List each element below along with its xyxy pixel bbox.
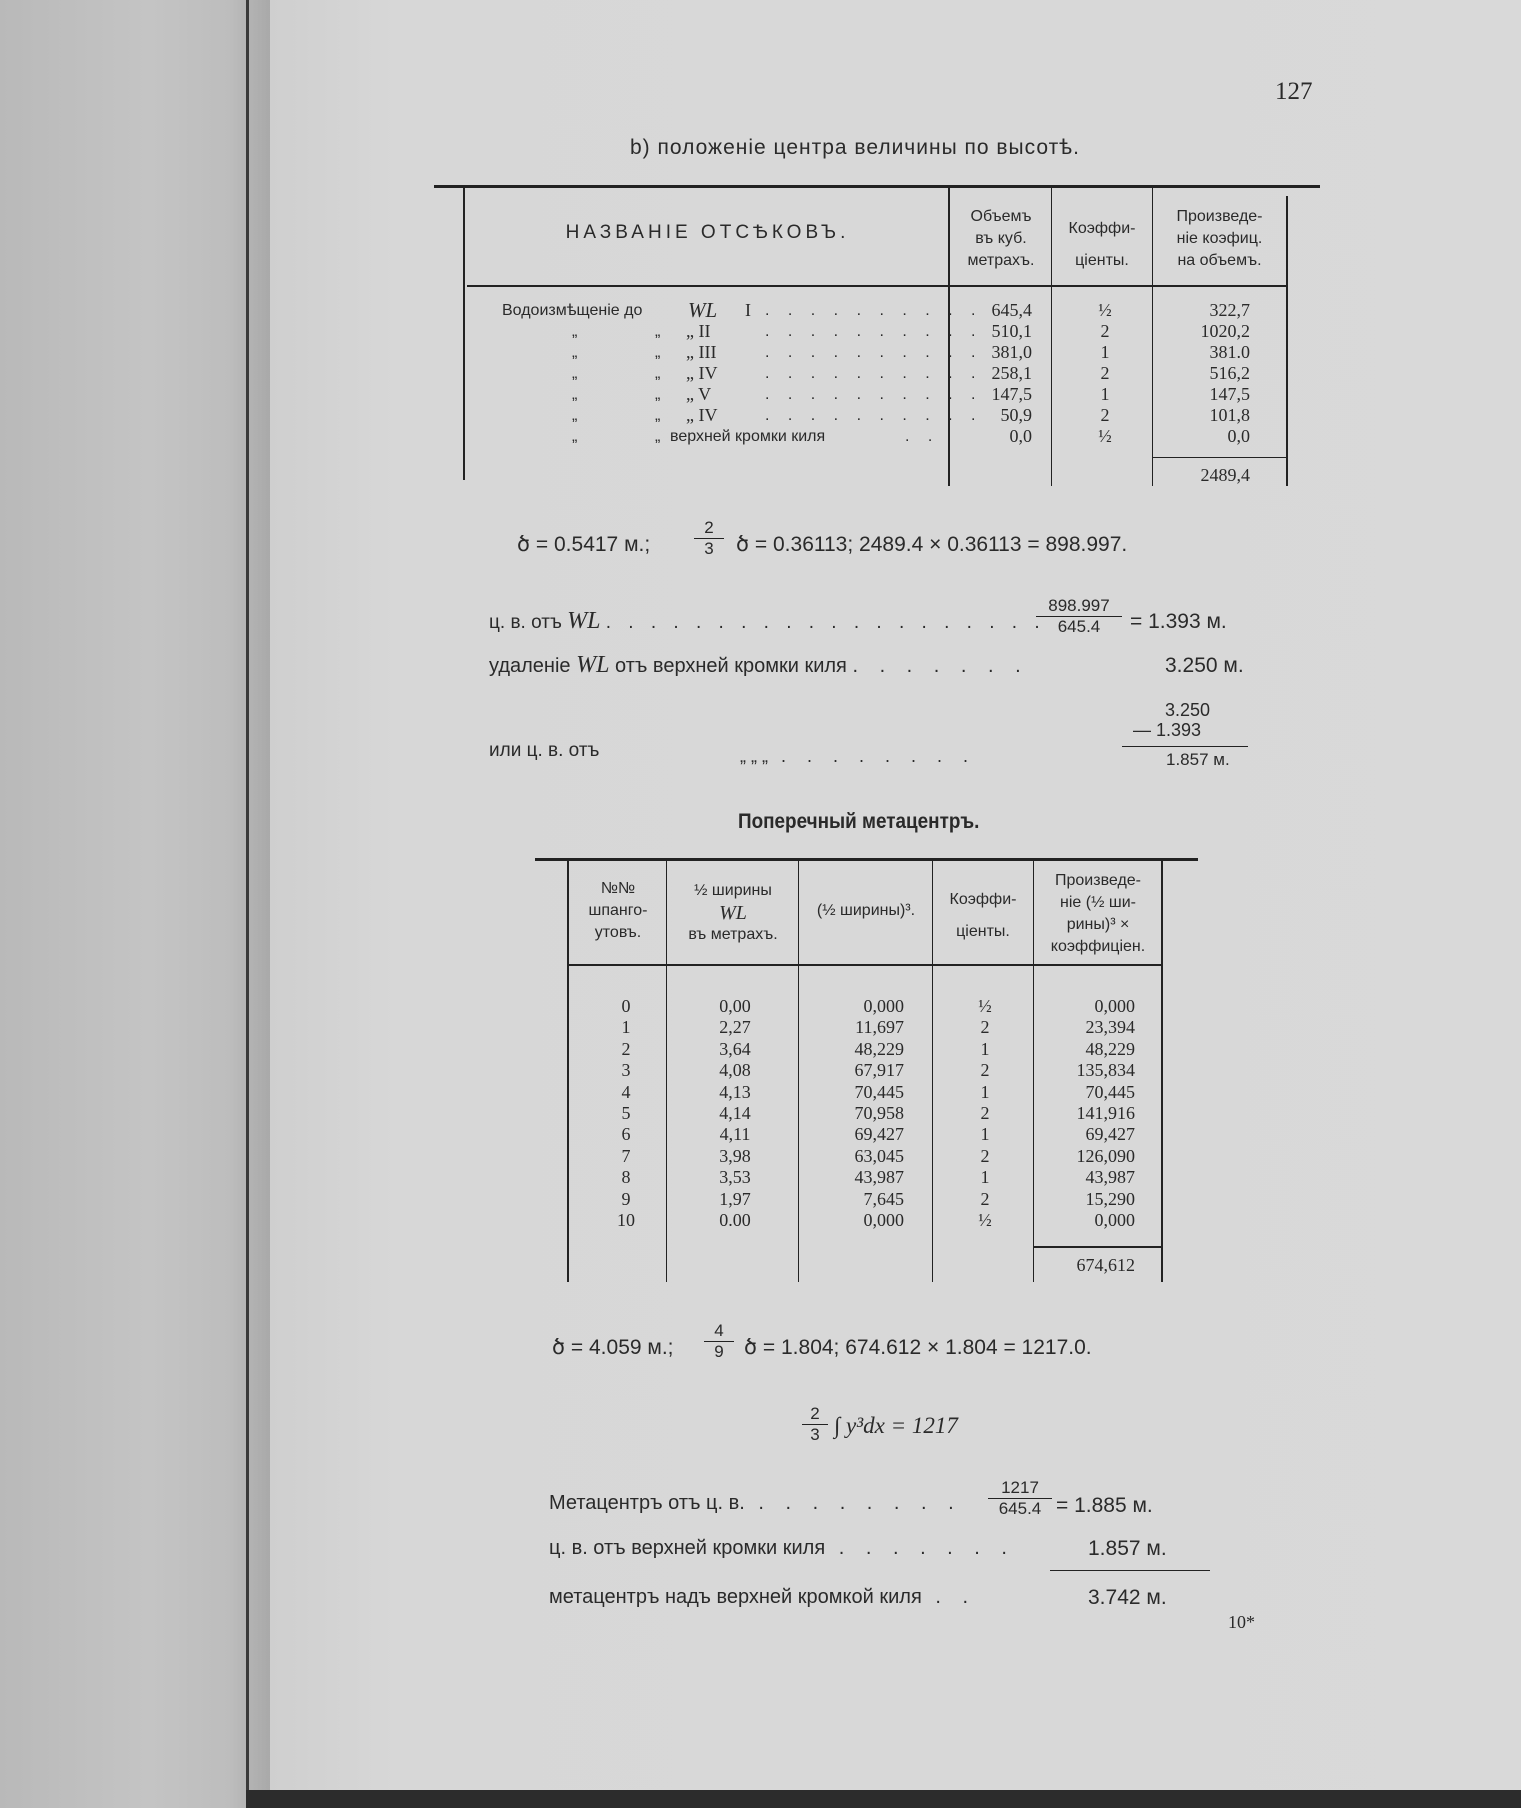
calc2-integral-fraction: $\frac{2}{3}$: [802, 1404, 828, 1445]
table2-row-product: 48,229: [1085, 1039, 1135, 1059]
table2-top-rule: [535, 858, 1198, 861]
calc2-meta-result: = 1.885 м.: [1056, 1494, 1153, 1517]
table1-row-product: 322,7: [1209, 300, 1250, 320]
table2-row-coef: 1: [980, 1124, 990, 1144]
table2-row-half: 4,11: [719, 1124, 751, 1144]
table1-row-volume: 0,0: [1009, 426, 1032, 446]
table2-row-product: 70,445: [1085, 1082, 1135, 1102]
table2-row-half: 4,08: [719, 1060, 751, 1080]
table2-row-num: 3: [621, 1060, 631, 1080]
calc1-cv-row: ц. в. отъ WL . . . . . . . . . . . . . . . . . . . .: [489, 608, 1046, 634]
table2-row-half: 1,97: [719, 1189, 751, 1209]
table1-row-volume: 645,4: [991, 300, 1032, 320]
table2-row-coef: ½: [978, 1210, 992, 1230]
table1-row-prefix: „: [572, 344, 578, 361]
table2-row-cube: 7,645: [863, 1189, 904, 1209]
table1-row-wl: „: [655, 344, 661, 361]
table2-row-num: 7: [621, 1146, 631, 1166]
calc2-meta-row: Метацентръ отъ ц. в. . . . . . . . .: [549, 1492, 962, 1514]
table2-row-cube: 43,987: [854, 1167, 904, 1187]
table2-header-num: №№ шпанго- утовъ.: [588, 880, 648, 941]
table1-row-wl: „: [655, 428, 661, 445]
table1-row-volume: 50,9: [1000, 405, 1032, 425]
table2-row-product: 0,000: [1094, 996, 1135, 1016]
table2-row-half: 2,27: [719, 1017, 751, 1037]
table2-row-cube: 70,958: [854, 1103, 904, 1123]
table1-header-name: НАЗВАНІЕ ОТСѢКОВЪ.: [565, 222, 850, 243]
table2-row-cube: 48,229: [854, 1039, 904, 1059]
table2-row-cube: 0,000: [863, 1210, 904, 1230]
table1-total: 2489,4: [1200, 465, 1250, 485]
calc1-sub-b: — 1.393: [1133, 720, 1202, 740]
calc1-or-quotes: „ „ „ . . . . . . . .: [740, 746, 976, 766]
book-page: [270, 0, 1521, 1790]
table1-row-coef: 1: [1100, 384, 1110, 404]
table1-row-coef: ½: [1098, 300, 1112, 320]
table2-row-product: 141,916: [1076, 1103, 1135, 1123]
table1-header-product: Произведе- ніе коэфиц. на объемъ.: [1176, 208, 1263, 269]
table1-row-leader: . . . . . . . . . .: [765, 365, 983, 382]
table1-col-rule: [1051, 186, 1052, 486]
table2-row-cube: 0,000: [863, 996, 904, 1016]
table1-right-rule: [1286, 196, 1288, 486]
table2-row-num: 6: [621, 1124, 631, 1144]
table2-row-coef: 2: [980, 1189, 990, 1209]
calc2-cv-row: ц. в. отъ верхней кромки киля . . . . . . .: [549, 1537, 1015, 1559]
calc2-cv-value: 1.857 м.: [1088, 1537, 1167, 1560]
table2-total-rule: [1034, 1246, 1161, 1248]
table2-row-half: 4,13: [719, 1082, 751, 1102]
table1-row-wl: „: [655, 386, 661, 403]
calc2-integral-expr: ∫ y³dx = 1217: [834, 1413, 958, 1438]
table1-row-product: 516,2: [1209, 363, 1250, 383]
table2-row-product: 15,290: [1085, 1189, 1135, 1209]
table1-row-leader: . . . . . . . . . .: [765, 302, 983, 319]
table2-row-num: 2: [621, 1039, 631, 1059]
calc2-line1-a: ծ = 4.059 м.;: [552, 1336, 674, 1359]
table1-row-wl: WL: [688, 298, 718, 322]
table2-col-rule: [1033, 860, 1034, 1282]
table2-row-coef: 1: [980, 1082, 990, 1102]
table1-row-coef: 2: [1100, 405, 1110, 425]
table2-row-product: 135,834: [1076, 1060, 1135, 1080]
table1-row-prefix: Водоизмѣщеніе до: [502, 302, 643, 319]
table1-top-rule: [434, 185, 1320, 188]
page-number: 127: [1275, 78, 1313, 105]
calc2-final-value: 3.742 м.: [1088, 1586, 1167, 1609]
table2-row-coef: ½: [978, 996, 992, 1016]
table2-row-coef: 2: [980, 1060, 990, 1080]
page-bottom-edge: [246, 1790, 1521, 1808]
table2-row-coef: 1: [980, 1167, 990, 1187]
calc1-line1-a: ծ = 0.5417 м.;: [517, 533, 651, 556]
book-spine: [0, 0, 270, 1808]
table1-row-coef: 2: [1100, 363, 1110, 383]
table2-row-half: 3,53: [719, 1167, 751, 1187]
table1-row-mark: „ IV: [686, 405, 718, 425]
table1-row-leader: . . . . . . . . . .: [765, 344, 983, 361]
table1-left-rule: [463, 186, 465, 480]
table1-row-leader: . . . . . . . . . .: [765, 386, 983, 403]
table1-row-volume: 258,1: [991, 363, 1032, 383]
table1-row-volume: 381,0: [991, 342, 1032, 362]
table1-row-volume: 510,1: [991, 321, 1032, 341]
table2-row-half: 3,98: [719, 1146, 751, 1166]
table2-header-product: Произведе- ніе (½ ши- рины)³ × коэффиціен.: [1050, 872, 1146, 955]
table1-row-prefix: „: [572, 365, 578, 382]
table2-row-half: 4,14: [719, 1103, 751, 1123]
calc2-final-row: метацентръ надъ верхней кромкой киля . .: [549, 1586, 977, 1608]
table1-header-coef: Коэффи- ціенты.: [1068, 220, 1136, 269]
calc1-line1-fraction: $\frac{2}{3}$: [694, 518, 724, 559]
table2-row-half: 3,64: [719, 1039, 751, 1059]
table1-row-coef: 2: [1100, 321, 1110, 341]
table1-row-prefix: „: [572, 428, 578, 445]
table1-row-leader: . . . . . . . . . .: [765, 323, 983, 340]
table2-row-num: 8: [621, 1167, 631, 1187]
table1-row-product: 1020,2: [1200, 321, 1250, 341]
table1-row-coef: 1: [1100, 342, 1110, 362]
table1-header-rule: [467, 285, 1287, 287]
table2-header-coef: Коэффи- ціенты.: [949, 891, 1017, 940]
table2-row-product: 126,090: [1076, 1146, 1135, 1166]
page-edge-shadow: [246, 0, 249, 1808]
table2-row-cube: 67,917: [854, 1060, 904, 1080]
table2-row-coef: 2: [980, 1146, 990, 1166]
table1-row-mark: „ V: [686, 384, 712, 404]
section-subtitle: b) положеніе центра величины по высотѣ.: [630, 136, 1080, 159]
table1-row-prefix: „: [572, 407, 578, 424]
section-heading: Поперечный метацентръ.: [738, 810, 980, 833]
table2-row-product: 43,987: [1085, 1167, 1135, 1187]
table2-header-half: ½ ширины WL въ метрахъ.: [688, 882, 778, 943]
table2-row-num: 10: [617, 1210, 635, 1230]
table1-row-wl: „: [655, 407, 661, 424]
table2-row-num: 4: [621, 1082, 631, 1102]
calc2-sum-rule: [1050, 1570, 1210, 1571]
table1-row-coef: ½: [1098, 426, 1112, 446]
table2-col-rule: [798, 860, 799, 1282]
table1-row-prefix: „: [572, 323, 578, 340]
calc1-sub-a: 3.250: [1165, 700, 1211, 720]
table2-row-product: 0,000: [1094, 1210, 1135, 1230]
calc1-cv-result: = 1.393 м.: [1130, 610, 1227, 633]
calc2-line1-fraction: $\frac{4}{9}$: [704, 1321, 734, 1362]
footnote-signature: 10*: [1228, 1612, 1255, 1632]
table2-row-product: 69,427: [1085, 1124, 1135, 1144]
calc1-or-result: 1.857 м.: [1166, 750, 1230, 769]
table1-total-rule: [1153, 457, 1286, 458]
calc1-sub-rule: [1122, 746, 1248, 747]
table1-row-mark: „ III: [686, 342, 717, 362]
table1-row-prefix: „: [572, 386, 578, 403]
table1-row-leader: . . . . . . . . . .: [765, 407, 983, 424]
table1-row-wl: „: [655, 323, 661, 340]
calc1-line1-b: ծ = 0.36113; 2489.4 × 0.36113 = 898.997.: [736, 533, 1128, 556]
table2-row-half: 0.00: [719, 1210, 751, 1230]
table1-row-product: 101,8: [1209, 405, 1250, 425]
table1-row-mark: „ II: [686, 321, 711, 341]
table2-right-rule: [1161, 860, 1163, 1282]
table2-total: 674,612: [1076, 1255, 1135, 1275]
table1-row-mark: I: [745, 300, 751, 320]
calc1-or-row: или ц. в. отъ: [489, 740, 600, 761]
table1-row-mark: „ IV: [686, 363, 718, 383]
table1-header-volume: Объемъ въ куб. метрахъ.: [967, 208, 1035, 269]
table1-row-mark: верхней кромки киля: [670, 428, 826, 445]
table2-row-coef: 1: [980, 1039, 990, 1059]
table1-row-product: 0,0: [1227, 426, 1250, 446]
calc1-dist-value: 3.250 м.: [1165, 654, 1244, 677]
table1-row-leader: . .: [905, 428, 940, 445]
table1-row-wl: „: [655, 365, 661, 382]
table2-row-num: 0: [621, 996, 631, 1016]
calc2-meta-fraction: $\frac{1217}{645.4}$: [988, 1478, 1052, 1519]
table1-row-product: 381.0: [1209, 342, 1250, 362]
table2-row-cube: 63,045: [854, 1146, 904, 1166]
table2-row-cube: 11,697: [855, 1017, 904, 1037]
table2-col-rule: [932, 860, 933, 1282]
table2-row-cube: 70,445: [854, 1082, 904, 1102]
calc2-line1-b: ծ = 1.804; 674.612 × 1.804 = 1217.0.: [744, 1336, 1092, 1359]
table2-row-num: 5: [621, 1103, 631, 1123]
table2-left-rule: [567, 860, 569, 1282]
table1-row-volume: 147,5: [991, 384, 1032, 404]
table2-col-rule: [666, 860, 667, 1282]
table2-header-rule: [569, 964, 1161, 966]
table2-row-half: 0,00: [719, 996, 751, 1016]
table2-row-num: 9: [621, 1189, 631, 1209]
table2-row-product: 23,394: [1085, 1017, 1135, 1037]
calc1-dist-row: удаленіе WL отъ верхней кромки киля . . . . . . .: [489, 652, 1029, 678]
table2-header-cube: (½ ширины)³.: [816, 902, 916, 919]
table2-row-num: 1: [621, 1017, 631, 1037]
table1-row-product: 147,5: [1209, 384, 1250, 404]
table2-row-cube: 69,427: [854, 1124, 904, 1144]
table2-row-coef: 2: [980, 1103, 990, 1123]
table2-row-coef: 2: [980, 1017, 990, 1037]
calc1-cv-fraction: $\frac{898.997}{645.4}$: [1036, 596, 1122, 637]
